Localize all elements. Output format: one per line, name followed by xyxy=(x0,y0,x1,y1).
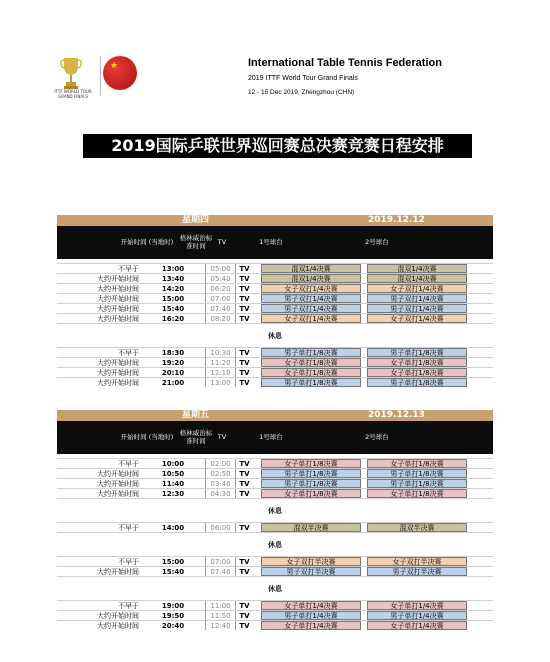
tv-flag: TV xyxy=(235,304,253,313)
tv-flag: TV xyxy=(235,314,253,323)
match-table-1: 混双1/4决赛 xyxy=(261,264,361,273)
start-label: 大约开始时间 xyxy=(97,567,139,576)
weekday-label: 星期四 xyxy=(182,215,210,225)
match-table-1: 男子单打1/8决赛 xyxy=(261,479,361,488)
match-table-1: 女子双打1/4决赛 xyxy=(261,314,361,323)
break-row: 休息 xyxy=(57,532,493,556)
header-table-1: 1号球台 xyxy=(259,237,283,246)
start-time: 14:20 xyxy=(161,284,185,293)
start-time: 12:30 xyxy=(161,489,185,498)
start-label: 不早于 xyxy=(118,557,139,566)
start-time: 20:10 xyxy=(161,368,185,377)
gmt-time: 06:00 xyxy=(205,523,235,532)
start-time: 10:00 xyxy=(161,459,185,468)
table-row xyxy=(57,347,493,357)
cell-gap xyxy=(253,621,261,630)
cell-gap xyxy=(253,489,261,498)
ittf-world-tour-logo xyxy=(50,54,140,104)
start-label: 不早于 xyxy=(118,348,139,357)
cell-gap xyxy=(253,557,261,566)
cell-gap xyxy=(253,459,261,468)
start-time: 21:00 xyxy=(161,378,185,387)
page-header xyxy=(248,56,498,97)
tv-flag: TV xyxy=(235,459,253,468)
date-label: 2019.12.13 xyxy=(368,410,425,420)
start-time: 16:20 xyxy=(161,314,185,323)
schedule-day-friday xyxy=(57,410,493,630)
start-time: 13:40 xyxy=(161,274,185,283)
table-row xyxy=(57,488,493,498)
table-row xyxy=(57,610,493,620)
cell-gap xyxy=(253,358,261,367)
start-label: 大约开始时间 xyxy=(97,621,139,630)
match-table-2: 女子单打1/8决赛 xyxy=(367,358,467,367)
match-table-1: 女子双打半决赛 xyxy=(261,557,361,566)
match-table-2: 女子单打1/8决赛 xyxy=(367,459,467,468)
start-label: 大约开始时间 xyxy=(97,368,139,377)
cell-gap xyxy=(253,284,261,293)
tv-flag: TV xyxy=(235,378,253,387)
match-table-1: 女子单打1/8决赛 xyxy=(261,489,361,498)
tv-flag: TV xyxy=(235,601,253,610)
table-row xyxy=(57,283,493,293)
org-name: International Table Tennis Federation xyxy=(248,57,442,69)
cell-gap xyxy=(253,479,261,488)
gmt-time: 03:40 xyxy=(205,479,235,488)
start-label: 不早于 xyxy=(118,523,139,532)
match-table-1: 男子单打1/8决赛 xyxy=(261,348,361,357)
weekday-label: 星期五 xyxy=(182,410,210,420)
tv-flag: TV xyxy=(235,557,253,566)
tv-flag: TV xyxy=(235,611,253,620)
match-table-2: 男子单打1/8决赛 xyxy=(367,378,467,387)
match-table-1: 女子单打1/4决赛 xyxy=(261,601,361,610)
column-header-row xyxy=(57,421,493,454)
table-row xyxy=(57,303,493,313)
start-label: 大约开始时间 xyxy=(97,284,139,293)
gmt-time: 13:00 xyxy=(205,378,235,387)
gmt-time: 12:10 xyxy=(205,368,235,377)
logo-text: ITTF WORLD TOUR GRAND FINALS xyxy=(54,89,92,99)
cell-gap xyxy=(253,264,261,273)
event-dates: 12 - 15 Dec 2019, Zhengzhou (CHN) xyxy=(248,89,355,96)
cell-gap xyxy=(253,601,261,610)
start-time: 13:00 xyxy=(161,264,185,273)
match-table-1: 女子单打1/4决赛 xyxy=(261,621,361,630)
gmt-time: 11:00 xyxy=(205,601,235,610)
table-row xyxy=(57,566,493,576)
header-spacer xyxy=(311,421,337,454)
match-table-2: 混双1/4决赛 xyxy=(367,274,467,283)
gmt-time: 04:30 xyxy=(205,489,235,498)
match-table-2: 男子单打1/8决赛 xyxy=(367,479,467,488)
tv-flag: TV xyxy=(235,489,253,498)
match-table-2: 女子单打1/8决赛 xyxy=(367,489,467,498)
cell-gap xyxy=(253,304,261,313)
tv-flag: TV xyxy=(235,284,253,293)
header-tv: TV xyxy=(217,237,227,246)
table-row xyxy=(57,263,493,273)
match-table-1: 女子双打1/4决赛 xyxy=(261,284,361,293)
gmt-time: 07:00 xyxy=(205,557,235,566)
start-label: 大约开始时间 xyxy=(97,469,139,478)
start-time: 14:00 xyxy=(161,523,185,532)
start-label: 不早于 xyxy=(118,459,139,468)
table-row xyxy=(57,377,493,387)
trophy-icon xyxy=(60,56,82,90)
match-table-2: 男子单打1/8决赛 xyxy=(367,469,467,478)
gmt-time: 02:50 xyxy=(205,469,235,478)
table-row xyxy=(57,357,493,367)
tv-flag: TV xyxy=(235,274,253,283)
gmt-time: 07:40 xyxy=(205,304,235,313)
header-blank xyxy=(57,421,115,454)
tv-flag: TV xyxy=(235,358,253,367)
start-time: 20:40 xyxy=(161,621,185,630)
start-time: 15:40 xyxy=(161,567,185,576)
start-label: 大约开始时间 xyxy=(97,611,139,620)
start-label: 大约开始时间 xyxy=(97,489,139,498)
match-table-2: 女子双打半决赛 xyxy=(367,557,467,566)
schedule-day-thursday xyxy=(57,215,493,387)
table-row xyxy=(57,468,493,478)
gmt-time: 05:00 xyxy=(205,264,235,273)
tv-flag: TV xyxy=(235,264,253,273)
start-label: 不早于 xyxy=(118,601,139,610)
match-table-1: 男子双打半决赛 xyxy=(261,567,361,576)
table-row xyxy=(57,458,493,468)
match-table-1: 男子单打1/8决赛 xyxy=(261,378,361,387)
tv-flag: TV xyxy=(235,479,253,488)
column-header-row xyxy=(57,226,493,259)
cell-gap xyxy=(253,294,261,303)
start-label: 大约开始时间 xyxy=(97,358,139,367)
tv-flag: TV xyxy=(235,348,253,357)
table-row xyxy=(57,556,493,566)
cell-gap xyxy=(253,274,261,283)
break-row: 休息 xyxy=(57,498,493,522)
tv-flag: TV xyxy=(235,523,253,532)
gmt-time: 07:00 xyxy=(205,294,235,303)
start-time: 15:00 xyxy=(161,557,185,566)
match-table-2: 男子双打1/4决赛 xyxy=(367,294,467,303)
gmt-time: 06:20 xyxy=(205,284,235,293)
match-table-1: 女子单打1/8决赛 xyxy=(261,459,361,468)
start-time: 10:50 xyxy=(161,469,185,478)
gmt-time: 11:50 xyxy=(205,611,235,620)
tv-flag: TV xyxy=(235,469,253,478)
start-label: 大约开始时间 xyxy=(97,378,139,387)
start-label: 大约开始时间 xyxy=(97,304,139,313)
match-table-2: 男子双打半决赛 xyxy=(367,567,467,576)
table-row xyxy=(57,273,493,283)
break-row: 休息 xyxy=(57,323,493,347)
tv-flag: TV xyxy=(235,567,253,576)
gmt-time: 10:30 xyxy=(205,348,235,357)
event-name: 2019 ITTF World Tour Grand Finals xyxy=(248,75,358,82)
gmt-time: 08:20 xyxy=(205,314,235,323)
header-gmt: 格林威治标准时间 xyxy=(179,234,213,250)
cell-gap xyxy=(253,469,261,478)
start-time: 19:20 xyxy=(161,358,185,367)
gmt-time: 02:00 xyxy=(205,459,235,468)
cell-gap xyxy=(253,314,261,323)
start-label: 大约开始时间 xyxy=(97,294,139,303)
match-table-1: 混双1/4决赛 xyxy=(261,274,361,283)
start-label: 不早于 xyxy=(118,264,139,273)
cell-gap xyxy=(253,567,261,576)
match-table-2: 女子单打1/4决赛 xyxy=(367,601,467,610)
header-spacer xyxy=(311,226,337,259)
match-table-1: 女子单打1/8决赛 xyxy=(261,368,361,377)
tv-flag: TV xyxy=(235,294,253,303)
header-gmt: 格林威治标准时间 xyxy=(179,429,213,445)
gmt-time: 11:20 xyxy=(205,358,235,367)
match-table-1: 男子单打1/8决赛 xyxy=(261,469,361,478)
match-table-2: 男子双打1/4决赛 xyxy=(367,304,467,313)
gmt-time: 12:40 xyxy=(205,621,235,630)
table-row xyxy=(57,293,493,303)
header-table-1: 1号球台 xyxy=(259,432,283,441)
match-table-1: 女子单打1/8决赛 xyxy=(261,358,361,367)
gmt-time: 05:40 xyxy=(205,274,235,283)
header-table-2: 2号球台 xyxy=(365,237,389,246)
match-table-2: 男子单打1/4决赛 xyxy=(367,611,467,620)
start-time: 19:00 xyxy=(161,601,185,610)
table-row xyxy=(57,313,493,323)
table-row xyxy=(57,522,493,532)
match-table-2: 混双半决赛 xyxy=(367,523,467,532)
cell-gap xyxy=(253,368,261,377)
cell-gap xyxy=(253,523,261,532)
tv-flag: TV xyxy=(235,621,253,630)
start-time: 11:40 xyxy=(161,479,185,488)
match-table-2: 女子单打1/4决赛 xyxy=(367,621,467,630)
start-time: 18:30 xyxy=(161,348,185,357)
match-table-1: 男子双打1/4决赛 xyxy=(261,304,361,313)
match-table-2: 女子双打1/4决赛 xyxy=(367,284,467,293)
star-icon: ★ xyxy=(110,61,119,71)
match-table-1: 男子单打1/4决赛 xyxy=(261,611,361,620)
cell-gap xyxy=(253,348,261,357)
match-table-1: 男子双打1/4决赛 xyxy=(261,294,361,303)
gmt-time: 07:40 xyxy=(205,567,235,576)
start-time: 15:00 xyxy=(161,294,185,303)
header-table-2: 2号球台 xyxy=(365,432,389,441)
start-label: 大约开始时间 xyxy=(97,274,139,283)
header-tv: TV xyxy=(217,432,227,441)
start-time: 19:50 xyxy=(161,611,185,620)
page-title: 2019国际乒联世界巡回赛总决赛竞赛日程安排 xyxy=(83,134,472,158)
header-blank xyxy=(57,226,115,259)
start-label: 大约开始时间 xyxy=(97,314,139,323)
cell-gap xyxy=(253,378,261,387)
tv-flag: TV xyxy=(235,368,253,377)
table-row xyxy=(57,600,493,610)
day-band xyxy=(57,215,493,226)
match-table-1: 混双半决赛 xyxy=(261,523,361,532)
table-row xyxy=(57,478,493,488)
logo-divider xyxy=(100,56,101,96)
break-row: 休息 xyxy=(57,576,493,600)
start-label: 大约开始时间 xyxy=(97,479,139,488)
header-start-time: 开始时间 (当地时) xyxy=(120,237,174,246)
china-flag-icon xyxy=(103,56,137,90)
table-row xyxy=(57,620,493,630)
date-label: 2019.12.12 xyxy=(368,215,425,225)
match-table-2: 男子单打1/8决赛 xyxy=(367,348,467,357)
table-row xyxy=(57,367,493,377)
day-band xyxy=(57,410,493,421)
match-table-2: 混双1/4决赛 xyxy=(367,264,467,273)
header-start-time: 开始时间 (当地时) xyxy=(120,432,174,441)
start-time: 15:40 xyxy=(161,304,185,313)
match-table-2: 女子双打1/4决赛 xyxy=(367,314,467,323)
cell-gap xyxy=(253,611,261,620)
match-table-2: 女子单打1/8决赛 xyxy=(367,368,467,377)
